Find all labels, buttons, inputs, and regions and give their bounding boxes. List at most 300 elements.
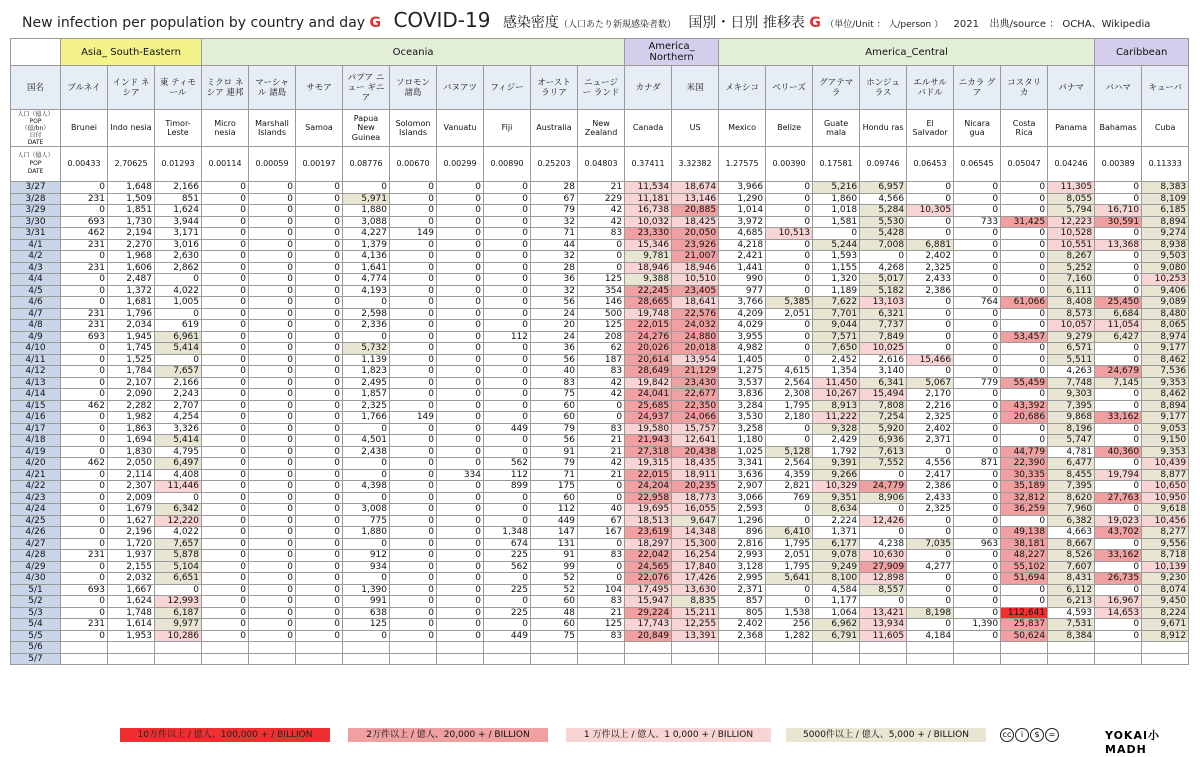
data-cell: 0 bbox=[1095, 354, 1142, 366]
country-name-jp: 米国 bbox=[672, 66, 719, 110]
country-population: 0.04246 bbox=[1048, 147, 1095, 182]
data-cell: 0 bbox=[155, 584, 202, 596]
country-name-jp: ミクロ ネシア 連邦 bbox=[202, 66, 249, 110]
data-cell: 32 bbox=[531, 251, 578, 263]
data-cell: 0 bbox=[155, 354, 202, 366]
data-cell: 0 bbox=[343, 573, 390, 585]
data-cell: 231 bbox=[61, 619, 108, 631]
data-cell: 25,450 bbox=[1095, 297, 1142, 309]
data-cell: 8,109 bbox=[1142, 193, 1189, 205]
data-cell: 0 bbox=[296, 251, 343, 263]
data-cell: 500 bbox=[578, 308, 625, 320]
data-cell: 7,748 bbox=[1048, 377, 1095, 389]
corner-pop-label bbox=[11, 110, 61, 147]
data-cell: 0 bbox=[202, 561, 249, 573]
data-cell: 0 bbox=[437, 412, 484, 424]
data-cell: 0 bbox=[61, 423, 108, 435]
data-cell: 2,114 bbox=[108, 469, 155, 481]
data-cell: 991 bbox=[343, 596, 390, 608]
data-cell: 79 bbox=[531, 458, 578, 470]
data-cell: 125 bbox=[343, 619, 390, 631]
data-cell: 11,305 bbox=[1048, 182, 1095, 194]
data-cell: 2,452 bbox=[813, 354, 860, 366]
data-cell: 0 bbox=[437, 527, 484, 539]
data-cell: 2,371 bbox=[907, 435, 954, 447]
title-jp: 感染密度 bbox=[502, 15, 559, 31]
data-cell: 42 bbox=[578, 216, 625, 228]
data-cell: 0 bbox=[390, 596, 437, 608]
data-cell: 0 bbox=[296, 239, 343, 251]
data-cell: 0 bbox=[202, 481, 249, 493]
data-cell: 21 bbox=[578, 607, 625, 619]
data-cell: 36 bbox=[531, 343, 578, 355]
country-population: 0.00299 bbox=[437, 147, 484, 182]
data-cell: 6,187 bbox=[155, 607, 202, 619]
data-cell: 23,330 bbox=[625, 228, 672, 240]
data-cell: 21 bbox=[578, 446, 625, 458]
data-cell: 0 bbox=[296, 423, 343, 435]
data-cell: 733 bbox=[954, 216, 1001, 228]
country-population: 0.25203 bbox=[531, 147, 578, 182]
data-cell: 5,428 bbox=[860, 228, 907, 240]
country-population: 0.00059 bbox=[249, 147, 296, 182]
data-cell: 9,406 bbox=[1142, 285, 1189, 297]
data-cell: 0 bbox=[437, 274, 484, 286]
data-cell: 2,438 bbox=[343, 446, 390, 458]
data-cell: 0 bbox=[437, 193, 484, 205]
data-cell: 10,950 bbox=[1142, 492, 1189, 504]
data-cell-empty bbox=[108, 653, 155, 665]
table-row bbox=[11, 308, 1189, 320]
data-cell: 2,051 bbox=[766, 550, 813, 562]
data-cell: 22,245 bbox=[625, 285, 672, 297]
data-cell: 0 bbox=[1095, 400, 1142, 412]
data-cell: 0 bbox=[390, 343, 437, 355]
table-row bbox=[11, 239, 1189, 251]
data-cell: 0 bbox=[1095, 228, 1142, 240]
data-cell: 0 bbox=[954, 584, 1001, 596]
data-cell: 0 bbox=[578, 538, 625, 550]
country-name-jp: パナマ bbox=[1048, 66, 1095, 110]
data-cell: 1,025 bbox=[719, 446, 766, 458]
data-cell: 0 bbox=[61, 504, 108, 516]
data-cell: 0 bbox=[61, 377, 108, 389]
country-name-en: El Salvador bbox=[907, 110, 954, 147]
data-cell: 1,139 bbox=[343, 354, 390, 366]
data-cell: 104 bbox=[578, 584, 625, 596]
data-cell: 0 bbox=[766, 331, 813, 343]
data-cell: 9,230 bbox=[1142, 573, 1189, 585]
data-cell: 0 bbox=[484, 619, 531, 631]
data-cell: 8,267 bbox=[1048, 251, 1095, 263]
data-cell: 42 bbox=[578, 377, 625, 389]
data-cell: 0 bbox=[249, 331, 296, 343]
data-cell: 0 bbox=[484, 596, 531, 608]
data-cell: 43,392 bbox=[1001, 400, 1048, 412]
data-cell: 52 bbox=[531, 573, 578, 585]
data-cell: 22,958 bbox=[625, 492, 672, 504]
data-cell: 0 bbox=[1095, 630, 1142, 642]
data-cell: 0 bbox=[202, 251, 249, 263]
data-cell-empty bbox=[907, 642, 954, 654]
data-cell: 0 bbox=[1001, 251, 1048, 263]
data-cell: 22,015 bbox=[625, 469, 672, 481]
data-cell: 0 bbox=[907, 596, 954, 608]
data-cell: 30,591 bbox=[1095, 216, 1142, 228]
data-cell: 4,584 bbox=[813, 584, 860, 596]
data-cell: 10,253 bbox=[1142, 274, 1189, 286]
data-cell: 0 bbox=[437, 262, 484, 274]
country-name-jp: キューバ bbox=[1142, 66, 1189, 110]
data-cell: 0 bbox=[61, 435, 108, 447]
country-population: 0.00197 bbox=[296, 147, 343, 182]
data-cell: 225 bbox=[484, 607, 531, 619]
data-cell: 0 bbox=[907, 446, 954, 458]
data-cell: 934 bbox=[343, 561, 390, 573]
data-cell: 0 bbox=[296, 619, 343, 631]
row-date: 4/28 bbox=[11, 550, 61, 562]
data-cell-empty bbox=[672, 653, 719, 665]
data-cell: 1,354 bbox=[813, 366, 860, 378]
data-cell: 60 bbox=[531, 492, 578, 504]
country-population: 0.00390 bbox=[766, 147, 813, 182]
data-cell: 231 bbox=[61, 262, 108, 274]
data-cell: 0 bbox=[390, 607, 437, 619]
table-row bbox=[11, 630, 1189, 642]
data-cell: 0 bbox=[296, 550, 343, 562]
data-cell: 19,315 bbox=[625, 458, 672, 470]
data-cell: 0 bbox=[484, 308, 531, 320]
data-cell: 0 bbox=[484, 285, 531, 297]
data-cell: 0 bbox=[202, 584, 249, 596]
country-name-en: Micro nesia bbox=[202, 110, 249, 147]
country-name-jp: サモア bbox=[296, 66, 343, 110]
data-cell: 462 bbox=[61, 228, 108, 240]
data-cell: 9,053 bbox=[1142, 423, 1189, 435]
data-cell: 4,566 bbox=[860, 193, 907, 205]
data-cell: 0 bbox=[1001, 343, 1048, 355]
license-nc-icon: $ bbox=[1030, 728, 1044, 742]
data-cell: 8,906 bbox=[860, 492, 907, 504]
country-population: 0.00114 bbox=[202, 147, 249, 182]
data-cell: 8,100 bbox=[813, 573, 860, 585]
data-cell: 12,255 bbox=[672, 619, 719, 631]
corner-date-jp: 日付 bbox=[29, 131, 42, 139]
data-cell: 2,495 bbox=[343, 377, 390, 389]
data-cell: 0 bbox=[907, 331, 954, 343]
row-date: 3/30 bbox=[11, 216, 61, 228]
data-cell: 5,641 bbox=[766, 573, 813, 585]
data-cell: 0 bbox=[954, 504, 1001, 516]
data-cell-empty bbox=[296, 642, 343, 654]
data-cell: 693 bbox=[61, 216, 108, 228]
covid-title: COVID-19 bbox=[393, 8, 491, 32]
data-cell-empty bbox=[155, 642, 202, 654]
data-cell: 896 bbox=[719, 527, 766, 539]
data-cell: 18,435 bbox=[672, 458, 719, 470]
data-cell: 1,796 bbox=[108, 308, 155, 320]
data-cell: 22,677 bbox=[672, 389, 719, 401]
data-cell: 16,710 bbox=[1095, 205, 1142, 217]
data-cell: 83 bbox=[578, 630, 625, 642]
data-cell: 0 bbox=[437, 377, 484, 389]
data-cell: 0 bbox=[390, 538, 437, 550]
row-date: 4/25 bbox=[11, 515, 61, 527]
table-row bbox=[11, 320, 1189, 332]
data-cell: 19,695 bbox=[625, 504, 672, 516]
data-cell: 3,016 bbox=[155, 239, 202, 251]
data-cell: 0 bbox=[202, 182, 249, 194]
data-cell: 0 bbox=[249, 285, 296, 297]
country-name-jp: オースト ラリア bbox=[531, 66, 578, 110]
data-cell: 10,305 bbox=[907, 205, 954, 217]
data-cell: 912 bbox=[343, 550, 390, 562]
data-cell: 0 bbox=[61, 527, 108, 539]
data-cell: 0 bbox=[202, 389, 249, 401]
data-cell: 2,564 bbox=[766, 458, 813, 470]
country-name-en: Papua New Guinea bbox=[343, 110, 390, 147]
data-cell: 0 bbox=[296, 596, 343, 608]
data-cell: 9,647 bbox=[672, 515, 719, 527]
data-cell: 0 bbox=[202, 596, 249, 608]
data-cell: 8,573 bbox=[1048, 308, 1095, 320]
data-cell: 2,336 bbox=[343, 320, 390, 332]
data-cell: 8,383 bbox=[1142, 182, 1189, 194]
data-cell: 769 bbox=[766, 492, 813, 504]
data-cell: 0 bbox=[484, 216, 531, 228]
data-cell: 963 bbox=[954, 538, 1001, 550]
data-cell: 60 bbox=[531, 412, 578, 424]
data-cell: 24,041 bbox=[625, 389, 672, 401]
data-cell: 187 bbox=[578, 354, 625, 366]
data-cell: 2,216 bbox=[907, 400, 954, 412]
data-cell: 0 bbox=[1095, 285, 1142, 297]
data-cell: 0 bbox=[954, 423, 1001, 435]
data-cell: 56 bbox=[531, 354, 578, 366]
data-cell: 16,967 bbox=[1095, 596, 1142, 608]
data-cell: 3,766 bbox=[719, 297, 766, 309]
table-row bbox=[11, 435, 1189, 447]
country-name-en: Bahamas bbox=[1095, 110, 1142, 147]
data-cell-empty bbox=[437, 642, 484, 654]
data-cell: 0 bbox=[954, 400, 1001, 412]
data-cell: 9,353 bbox=[1142, 377, 1189, 389]
country-name-en: Australia bbox=[531, 110, 578, 147]
country-name-en: Costa Rica bbox=[1001, 110, 1048, 147]
data-cell: 24,779 bbox=[860, 481, 907, 493]
table-row bbox=[11, 274, 1189, 286]
country-population: 0.06545 bbox=[954, 147, 1001, 182]
data-cell-empty bbox=[719, 653, 766, 665]
data-cell: 4,029 bbox=[719, 320, 766, 332]
data-cell: 13,146 bbox=[672, 193, 719, 205]
table-row bbox=[11, 366, 1189, 378]
data-cell: 9,868 bbox=[1048, 412, 1095, 424]
data-cell: 0 bbox=[390, 308, 437, 320]
data-cell: 0 bbox=[907, 619, 954, 631]
data-cell: 2,862 bbox=[155, 262, 202, 274]
data-cell: 22,015 bbox=[625, 320, 672, 332]
data-cell: 0 bbox=[578, 251, 625, 263]
data-cell: 15,466 bbox=[907, 354, 954, 366]
data-cell: 0 bbox=[578, 262, 625, 274]
data-cell: 0 bbox=[1095, 193, 1142, 205]
data-cell: 0 bbox=[954, 205, 1001, 217]
country-population: 0.00670 bbox=[390, 147, 437, 182]
data-cell: 1,296 bbox=[719, 515, 766, 527]
data-cell: 1,155 bbox=[813, 262, 860, 274]
data-cell: 0 bbox=[296, 377, 343, 389]
data-cell: 48 bbox=[531, 607, 578, 619]
row-date: 4/12 bbox=[11, 366, 61, 378]
data-cell: 29,224 bbox=[625, 607, 672, 619]
country-name-en: Nicara gua bbox=[954, 110, 1001, 147]
data-cell: 2,243 bbox=[155, 389, 202, 401]
table-row bbox=[11, 423, 1189, 435]
data-cell: 0 bbox=[1001, 228, 1048, 240]
data-cell: 10,329 bbox=[813, 481, 860, 493]
data-cell: 0 bbox=[954, 239, 1001, 251]
data-cell: 9,089 bbox=[1142, 297, 1189, 309]
data-cell-empty bbox=[1001, 642, 1048, 654]
data-cell: 2,325 bbox=[907, 412, 954, 424]
data-cell: 0 bbox=[766, 343, 813, 355]
data-cell: 0 bbox=[1001, 435, 1048, 447]
data-cell: 0 bbox=[1001, 423, 1048, 435]
country-name-jp: ニュージー ランド bbox=[578, 66, 625, 110]
data-cell: 3,284 bbox=[719, 400, 766, 412]
country-population: 3.32382 bbox=[672, 147, 719, 182]
data-cell: 4,556 bbox=[907, 458, 954, 470]
data-cell: 775 bbox=[343, 515, 390, 527]
row-date: 4/18 bbox=[11, 435, 61, 447]
data-cell: 562 bbox=[484, 561, 531, 573]
data-cell: 0 bbox=[484, 435, 531, 447]
data-cell: 18,911 bbox=[672, 469, 719, 481]
data-cell: 8,667 bbox=[1048, 538, 1095, 550]
data-cell: 0 bbox=[390, 561, 437, 573]
data-cell: 7,849 bbox=[860, 331, 907, 343]
data-cell: 75 bbox=[531, 630, 578, 642]
data-cell: 2,371 bbox=[719, 584, 766, 596]
data-cell: 0 bbox=[954, 182, 1001, 194]
data-cell: 20,885 bbox=[672, 205, 719, 217]
country-population: 0.08776 bbox=[343, 147, 390, 182]
data-cell: 4,193 bbox=[343, 285, 390, 297]
data-cell: 0 bbox=[484, 515, 531, 527]
data-cell: 10,510 bbox=[672, 274, 719, 286]
data-cell: 0 bbox=[249, 412, 296, 424]
data-cell: 7,531 bbox=[1048, 619, 1095, 631]
data-cell: 20 bbox=[531, 320, 578, 332]
data-cell: 0 bbox=[954, 630, 1001, 642]
row-date: 3/29 bbox=[11, 205, 61, 217]
data-cell: 0 bbox=[390, 515, 437, 527]
data-cell: 0 bbox=[202, 262, 249, 274]
data-cell: 0 bbox=[155, 274, 202, 286]
data-cell: 17,426 bbox=[672, 573, 719, 585]
data-cell: 20,438 bbox=[672, 446, 719, 458]
data-cell: 0 bbox=[437, 320, 484, 332]
data-cell: 0 bbox=[484, 400, 531, 412]
data-cell-empty bbox=[249, 653, 296, 665]
data-cell: 4,685 bbox=[719, 228, 766, 240]
data-cell: 17,743 bbox=[625, 619, 672, 631]
legend-item: 5000件以上 / 億人、5,000 + / BILLION bbox=[786, 728, 986, 742]
data-cell: 3,341 bbox=[719, 458, 766, 470]
license-cc-icon: cc bbox=[1000, 728, 1014, 742]
data-cell: 0 bbox=[249, 446, 296, 458]
data-cell: 0 bbox=[907, 343, 954, 355]
data-cell: 4,227 bbox=[343, 228, 390, 240]
data-cell-empty bbox=[296, 653, 343, 665]
data-cell: 4,184 bbox=[907, 630, 954, 642]
data-cell: 24 bbox=[531, 308, 578, 320]
data-cell: 2,630 bbox=[155, 251, 202, 263]
data-cell: 15,947 bbox=[625, 596, 672, 608]
country-name-en: Hondu ras bbox=[860, 110, 907, 147]
data-cell: 0 bbox=[390, 182, 437, 194]
data-cell: 0 bbox=[390, 251, 437, 263]
data-cell: 0 bbox=[249, 435, 296, 447]
data-cell: 8,913 bbox=[813, 400, 860, 412]
data-cell: 0 bbox=[578, 492, 625, 504]
data-cell: 4,408 bbox=[155, 469, 202, 481]
data-cell: 0 bbox=[1001, 389, 1048, 401]
data-cell: 2,170 bbox=[907, 389, 954, 401]
data-cell-empty bbox=[1095, 653, 1142, 665]
table-row bbox=[11, 228, 1189, 240]
data-cell: 21,007 bbox=[672, 251, 719, 263]
data-cell: 0 bbox=[202, 285, 249, 297]
data-cell: 6,112 bbox=[1048, 584, 1095, 596]
data-cell: 18,946 bbox=[672, 262, 719, 274]
data-cell: 231 bbox=[61, 320, 108, 332]
data-cell: 0 bbox=[907, 550, 954, 562]
country-name-jp: インド ネシア bbox=[108, 66, 155, 110]
data-cell: 6,957 bbox=[860, 182, 907, 194]
data-cell: 9,150 bbox=[1142, 435, 1189, 447]
data-cell: 7,657 bbox=[155, 538, 202, 550]
data-cell: 1,064 bbox=[813, 607, 860, 619]
data-cell: 0 bbox=[296, 262, 343, 274]
row-date: 4/27 bbox=[11, 538, 61, 550]
data-cell: 0 bbox=[202, 469, 249, 481]
data-cell: 0 bbox=[296, 343, 343, 355]
data-cell: 2,429 bbox=[813, 435, 860, 447]
data-cell: 0 bbox=[437, 228, 484, 240]
data-cell: 2,386 bbox=[907, 285, 954, 297]
data-cell: 0 bbox=[1095, 561, 1142, 573]
data-cell: 8,408 bbox=[1048, 297, 1095, 309]
data-cell: 0 bbox=[437, 343, 484, 355]
data-cell: 0 bbox=[954, 228, 1001, 240]
data-cell: 0 bbox=[343, 297, 390, 309]
data-cell: 6,185 bbox=[1142, 205, 1189, 217]
data-cell: 9,249 bbox=[813, 561, 860, 573]
data-cell: 0 bbox=[907, 216, 954, 228]
data-cell: 7,657 bbox=[155, 366, 202, 378]
country-name-en: Cuba bbox=[1142, 110, 1189, 147]
data-cell: 0 bbox=[907, 308, 954, 320]
data-cell: 9,303 bbox=[1048, 389, 1095, 401]
data-cell: 977 bbox=[719, 285, 766, 297]
data-cell: 0 bbox=[954, 412, 1001, 424]
corner-pop-unit: （億/bn） bbox=[21, 124, 50, 132]
data-cell: 4,663 bbox=[1048, 527, 1095, 539]
data-cell: 13,421 bbox=[860, 607, 907, 619]
data-cell: 2,009 bbox=[108, 492, 155, 504]
